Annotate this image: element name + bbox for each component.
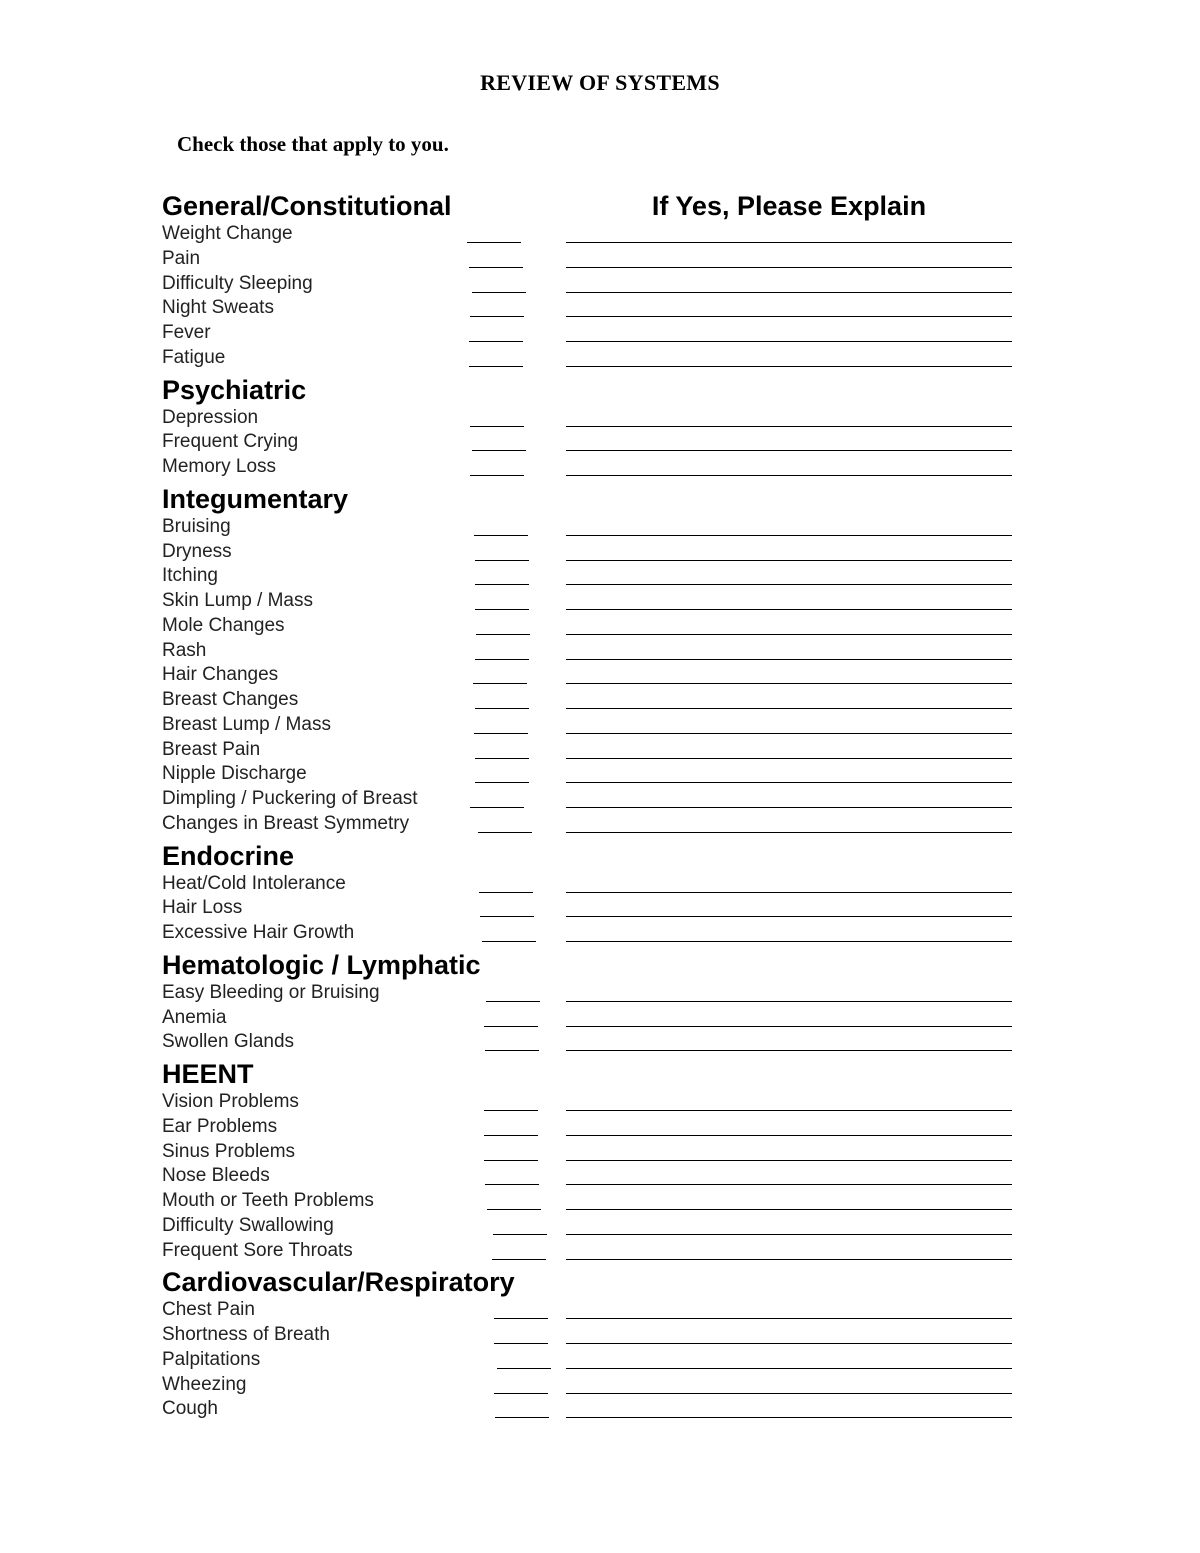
explain-blank[interactable] — [566, 1160, 1012, 1161]
symptom-label: Breast Lump / Mass — [162, 713, 331, 735]
symptom-label: Excessive Hair Growth — [162, 922, 355, 943]
explain-blank[interactable] — [566, 1393, 1012, 1394]
section-title: Cardiovascular/Respiratory — [162, 1267, 515, 1298]
symptom-row — [162, 896, 1022, 921]
symptom-row — [162, 663, 1022, 688]
symptom-label: Fatigue — [162, 346, 226, 368]
explain-blank[interactable] — [566, 1001, 1012, 1002]
section-title: Integumentary — [162, 483, 349, 514]
check-blank[interactable] — [473, 683, 527, 684]
explain-blank[interactable] — [566, 1135, 1012, 1136]
symptom-label: Palpitations — [162, 1348, 261, 1370]
symptom-row — [162, 247, 1022, 272]
check-blank[interactable] — [475, 560, 529, 561]
explain-column-header: If Yes, Please Explain — [651, 191, 927, 221]
symptom-label: Memory Loss — [162, 456, 277, 477]
check-blank[interactable] — [478, 832, 532, 833]
symptom-row — [162, 688, 1022, 713]
symptom-row — [162, 981, 1022, 1006]
symptom-row — [162, 272, 1022, 297]
explain-blank[interactable] — [566, 1343, 1012, 1344]
explain-blank[interactable] — [566, 366, 1012, 367]
symptom-label: Itching — [162, 565, 218, 587]
symptom-label: Frequent Crying — [162, 431, 299, 453]
check-blank[interactable] — [469, 267, 523, 268]
check-blank[interactable] — [485, 1184, 539, 1185]
check-blank[interactable] — [494, 1393, 548, 1394]
symptom-row — [162, 1030, 1022, 1055]
symptom-label: Anemia — [162, 1006, 227, 1028]
section-title: Endocrine — [162, 840, 295, 871]
symptom-row — [162, 1006, 1022, 1031]
check-blank[interactable] — [485, 1050, 539, 1051]
check-blank[interactable] — [493, 1234, 547, 1235]
section — [162, 190, 1022, 371]
check-blank[interactable] — [472, 292, 526, 293]
section — [162, 1058, 1022, 1263]
explain-blank[interactable] — [566, 683, 1012, 684]
check-blank[interactable] — [480, 916, 534, 917]
section-title: HEENT — [162, 1059, 254, 1089]
explain-blank[interactable] — [566, 1026, 1012, 1027]
explain-blank[interactable] — [566, 708, 1012, 709]
symptom-label: Swollen Glands — [162, 1031, 295, 1053]
check-blank[interactable] — [474, 733, 528, 734]
page-title: REVIEW OF SYSTEMS — [480, 70, 720, 95]
check-blank[interactable] — [470, 475, 524, 476]
symptom-row — [162, 713, 1022, 738]
symptom-row — [162, 515, 1022, 540]
symptom-row — [162, 738, 1022, 763]
check-blank[interactable] — [475, 708, 529, 709]
symptom-label: Difficulty Swallowing — [162, 1214, 334, 1236]
explain-blank[interactable] — [566, 609, 1012, 610]
symptom-row — [162, 222, 1022, 247]
symptom-label: Breast Pain — [162, 738, 261, 760]
check-blank[interactable] — [495, 1417, 549, 1418]
explain-blank[interactable] — [566, 1234, 1012, 1235]
symptom-row — [162, 296, 1022, 321]
section-title: Hematologic / Lymphatic — [162, 949, 481, 980]
symptom-label: Night Sweats — [162, 297, 274, 319]
explain-blank[interactable] — [566, 1184, 1012, 1185]
check-blank[interactable] — [476, 634, 530, 635]
symptom-row — [162, 1090, 1022, 1115]
check-blank[interactable] — [484, 1135, 538, 1136]
symptom-row — [162, 1348, 1022, 1373]
symptom-label: Nose Bleeds — [162, 1165, 270, 1187]
check-blank[interactable] — [470, 316, 524, 317]
explain-blank[interactable] — [566, 426, 1012, 427]
symptom-row — [162, 921, 1022, 946]
section — [162, 483, 1022, 837]
explain-blank[interactable] — [566, 1110, 1012, 1111]
explain-blank[interactable] — [566, 758, 1012, 759]
check-blank[interactable] — [494, 1318, 548, 1319]
explain-blank[interactable] — [566, 450, 1012, 451]
symptom-label: Frequent Sore Throats — [162, 1239, 353, 1261]
check-blank[interactable] — [475, 659, 529, 660]
explain-blank[interactable] — [566, 316, 1012, 317]
symptom-row — [162, 321, 1022, 346]
check-blank[interactable] — [475, 782, 529, 783]
explain-blank[interactable] — [566, 584, 1012, 585]
symptom-row — [162, 406, 1022, 431]
symptom-row — [162, 639, 1022, 664]
symptom-label: Ear Problems — [162, 1115, 278, 1137]
check-blank[interactable] — [497, 1368, 551, 1369]
symptom-label: Chest Pain — [162, 1299, 255, 1321]
explain-blank[interactable] — [566, 475, 1012, 476]
symptom-row — [162, 1323, 1022, 1348]
explain-blank[interactable] — [566, 1368, 1012, 1369]
check-blank[interactable] — [469, 366, 523, 367]
symptom-label: Skin Lump / Mass — [162, 590, 313, 611]
symptom-label: Bruising — [162, 515, 231, 537]
section-title: Psychiatric — [162, 374, 307, 405]
explain-blank[interactable] — [566, 941, 1012, 942]
symptom-label: Changes in Breast Symmetry — [162, 812, 410, 834]
section — [162, 1266, 1022, 1422]
explain-blank[interactable] — [566, 916, 1012, 917]
symptom-label: Difficulty Sleeping — [162, 272, 313, 294]
explain-blank[interactable] — [566, 1209, 1012, 1210]
check-blank[interactable] — [467, 242, 521, 243]
symptom-label: Depression — [162, 406, 259, 428]
symptom-label: Dryness — [162, 540, 232, 562]
check-blank[interactable] — [486, 1001, 540, 1002]
check-blank[interactable] — [484, 1026, 538, 1027]
symptom-row — [162, 1239, 1022, 1264]
symptom-label: Nipple Discharge — [162, 763, 307, 785]
instruction-text: Check those that apply to you. — [177, 132, 449, 156]
check-blank[interactable] — [475, 609, 529, 610]
symptom-label: Hair Changes — [162, 664, 279, 686]
symptom-label: Wheezing — [162, 1373, 247, 1395]
symptom-row — [162, 1373, 1022, 1398]
check-blank[interactable] — [494, 1343, 548, 1344]
explain-blank[interactable] — [566, 634, 1012, 635]
symptom-row — [162, 1189, 1022, 1214]
symptom-row — [162, 346, 1022, 371]
check-blank[interactable] — [469, 341, 523, 342]
explain-blank[interactable] — [566, 535, 1012, 536]
symptom-label: Mouth or Teeth Problems — [162, 1190, 374, 1211]
symptom-row — [162, 564, 1022, 589]
check-blank[interactable] — [482, 941, 536, 942]
explain-blank[interactable] — [566, 782, 1012, 783]
explain-blank[interactable] — [566, 267, 1012, 268]
symptom-label: Fever — [162, 322, 211, 343]
explain-blank[interactable] — [566, 1417, 1012, 1418]
symptom-row — [162, 1397, 1022, 1422]
symptom-label: Hair Loss — [162, 897, 243, 919]
check-blank[interactable] — [487, 1209, 541, 1210]
symptom-row — [162, 762, 1022, 787]
symptom-row — [162, 614, 1022, 639]
explain-blank[interactable] — [566, 807, 1012, 808]
explain-blank[interactable] — [566, 292, 1012, 293]
explain-blank[interactable] — [566, 560, 1012, 561]
symptom-row — [162, 812, 1022, 837]
check-blank[interactable] — [475, 584, 529, 585]
symptom-row — [162, 430, 1022, 455]
symptom-row — [162, 872, 1022, 897]
explain-blank[interactable] — [566, 733, 1012, 734]
symptom-row — [162, 1214, 1022, 1239]
section — [162, 949, 1022, 1055]
symptom-row — [162, 787, 1022, 812]
explain-blank[interactable] — [566, 1050, 1012, 1051]
symptom-label: Rash — [162, 639, 207, 661]
symptom-label: Mole Changes — [162, 614, 285, 636]
check-blank[interactable] — [470, 426, 524, 427]
symptom-label: Vision Problems — [162, 1091, 299, 1112]
symptom-row — [162, 540, 1022, 565]
review-of-systems-form — [162, 190, 1022, 1422]
symptom-row — [162, 1115, 1022, 1140]
symptom-label: Shortness of Breath — [162, 1324, 330, 1345]
check-blank[interactable] — [484, 1110, 538, 1111]
check-blank[interactable] — [474, 535, 528, 536]
symptom-row — [162, 1164, 1022, 1189]
symptom-label: Easy Bleeding or Bruising — [162, 981, 380, 1003]
symptom-row — [162, 1140, 1022, 1165]
symptom-row — [162, 589, 1022, 614]
symptom-label: Dimpling / Puckering of Breast — [162, 788, 418, 809]
check-blank[interactable] — [475, 758, 529, 759]
section — [162, 840, 1022, 946]
explain-blank[interactable] — [566, 1318, 1012, 1319]
explain-blank[interactable] — [566, 1259, 1012, 1260]
explain-blank[interactable] — [566, 659, 1012, 660]
check-blank[interactable] — [470, 807, 524, 808]
symptom-label: Heat/Cold Intolerance — [162, 872, 346, 894]
explain-blank[interactable] — [566, 892, 1012, 893]
symptom-label: Cough — [162, 1398, 218, 1420]
symptom-row — [162, 1298, 1022, 1323]
explain-blank[interactable] — [566, 341, 1012, 342]
explain-blank[interactable] — [566, 832, 1012, 833]
symptom-row — [162, 455, 1022, 480]
symptom-label: Breast Changes — [162, 689, 299, 710]
symptom-label: Weight Change — [162, 223, 293, 244]
section — [162, 374, 1022, 480]
explain-blank[interactable] — [566, 242, 1012, 243]
section-title: General/Constitutional — [162, 191, 452, 221]
check-blank[interactable] — [479, 892, 533, 893]
check-blank[interactable] — [492, 1259, 546, 1260]
symptom-label: Pain — [162, 247, 201, 269]
symptom-label: Sinus Problems — [162, 1140, 296, 1162]
check-blank[interactable] — [472, 450, 526, 451]
check-blank[interactable] — [484, 1160, 538, 1161]
